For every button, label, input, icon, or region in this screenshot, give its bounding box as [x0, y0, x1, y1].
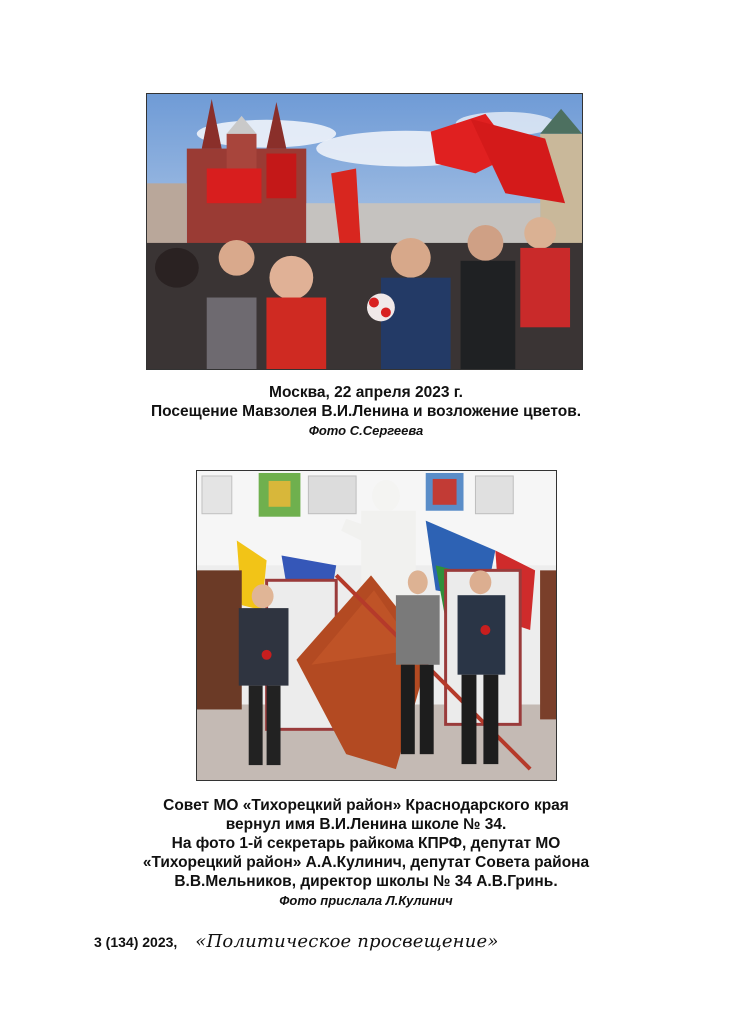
- caption-line: вернул имя В.И.Ленина школе № 34.: [225, 816, 507, 833]
- page-footer: [94, 931, 499, 955]
- caption-school-event: [0, 796, 732, 910]
- caption-line: «Тихорецкий район» А.А.Кулинич, депутат Совета района: [142, 854, 590, 871]
- caption-line: Посещение Мавзолея В.И.Ленина и возложение цветов.: [150, 403, 582, 420]
- photo-credit: Фото прислала Л.Кулинич: [279, 893, 453, 908]
- photo-red-square-rally: [146, 93, 583, 370]
- issue-number: 3 (134) 2023,: [94, 934, 178, 950]
- caption-line: Москва, 22 апреля 2023 г.: [269, 384, 463, 401]
- photo-credit: Фото С.Сергеева: [308, 423, 424, 438]
- journal-title: «Политическое просвещение»: [195, 931, 499, 952]
- caption-line: В.В.Мельников, директор школы № 34 А.В.Гринь.: [174, 873, 558, 890]
- photo-school-banner: [196, 470, 557, 781]
- caption-line: На фото 1-й секретарь райкома КПРФ, депутат МО: [171, 835, 561, 852]
- photo-school-image: [197, 471, 556, 780]
- caption-line: Совет МО «Тихорецкий район» Краснодарского края: [163, 797, 569, 814]
- photo-red-square-image: [147, 94, 582, 369]
- caption-moscow-rally: [0, 383, 732, 440]
